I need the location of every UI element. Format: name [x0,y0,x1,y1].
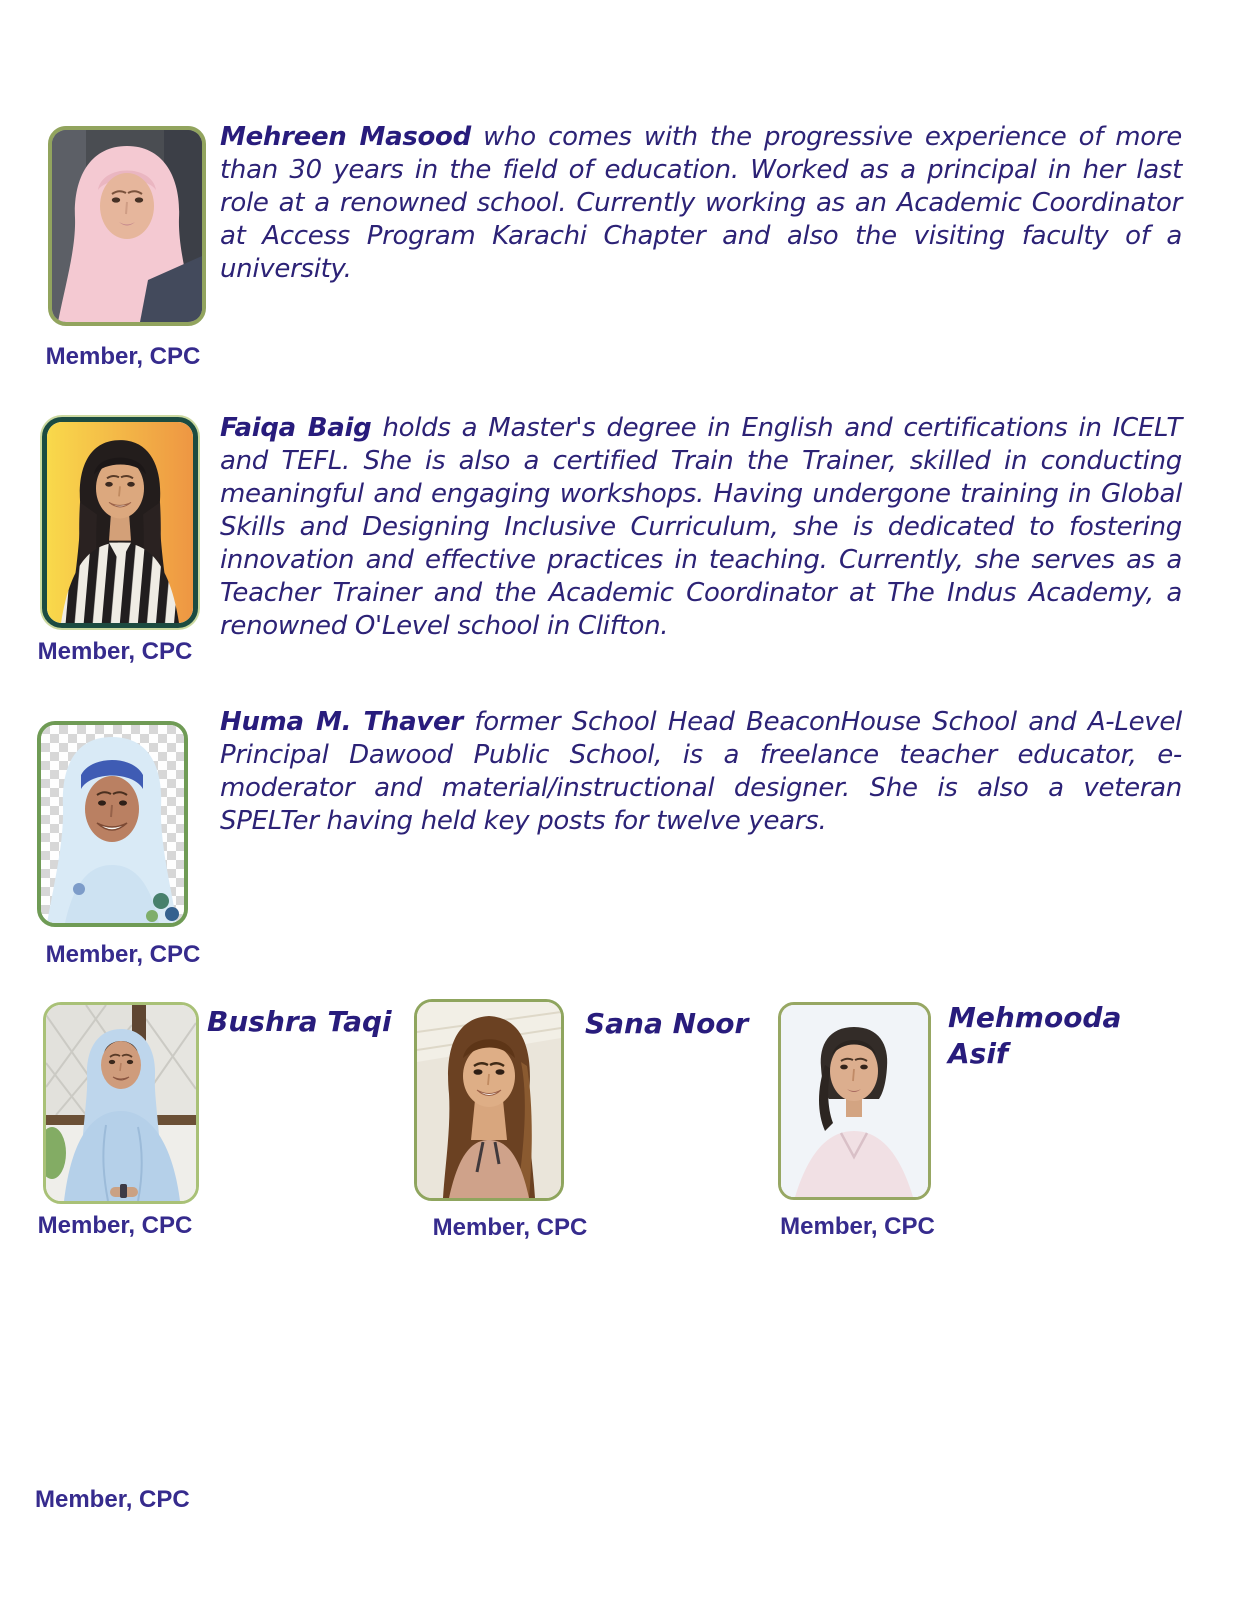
member-photo-huma-m-thaver [37,721,188,927]
portrait-woman-passport-photo [781,1005,928,1197]
member-name: Mehmooda Asif [948,1001,1122,1070]
member-name: Sana Noor [585,1007,749,1040]
member-name: Mehreen Masood [220,122,471,152]
member-bio-text: who comes with the progressive experience of more than 30 years in the field of education. Worked as a principal in her last role at a renowned school. Currently working as an Academic Coordinator at Access Program Karachi Chapter and also the visiting faculty of a university. [220,122,1182,284]
portrait-woman-striped-shirt [47,422,193,623]
member-bio-text: holds a Master's degree in English and certifications in ICELT and TEFL. She is also a certified Train the Trainer, skilled in conducting meaningful and engaging workshops. Having undergone training in Global Skills and Designing Inclusive Curriculum, she is dedicated to fostering innovation and effective practices in teaching. Currently, she serves as a Teacher Trainer and the Academic Coordinator at The Indus Academy, a renowned O'Level school in Clifton. [220,413,1183,641]
member-photo-bushra-taqi [43,1002,199,1204]
footer-role-label: Member, CPC [35,1486,190,1513]
member-photo-mehreen-masood [48,126,206,326]
member-bio [220,121,1182,286]
member-role-label: Member, CPC [432,1214,588,1241]
portrait-woman-blue-dupatta [46,1005,196,1201]
member-role-label: Member, CPC [780,1213,935,1240]
portrait-woman-pink-hijab [52,130,202,322]
member-role-label: Member, CPC [45,343,201,370]
member-name: Faiqa Baig [220,413,372,443]
member-bio-text: former School Head BeaconHouse School and A-Level Principal Dawood Public School, is a freelance teacher educator, e-moderator and material/instructional designer. She is also a veteran SPELTer having held key posts for twelve years. [220,707,1182,836]
member-photo-sana-noor [414,999,564,1201]
portrait-woman-long-brown-hair [417,1002,561,1198]
member-bio [220,412,1182,643]
member-name: Huma M. Thaver [220,707,463,737]
portrait-woman-light-blue-hijab [41,725,184,923]
member-bio [220,706,1182,838]
member-role-label: Member, CPC [37,638,193,665]
member-photo-faiqa-baig [42,417,198,628]
member-role-label: Member, CPC [45,941,201,968]
member-photo-mehmooda-asif [778,1002,931,1200]
member-role-label: Member, CPC [37,1212,193,1239]
member-name: Bushra Taqi [207,1005,392,1038]
